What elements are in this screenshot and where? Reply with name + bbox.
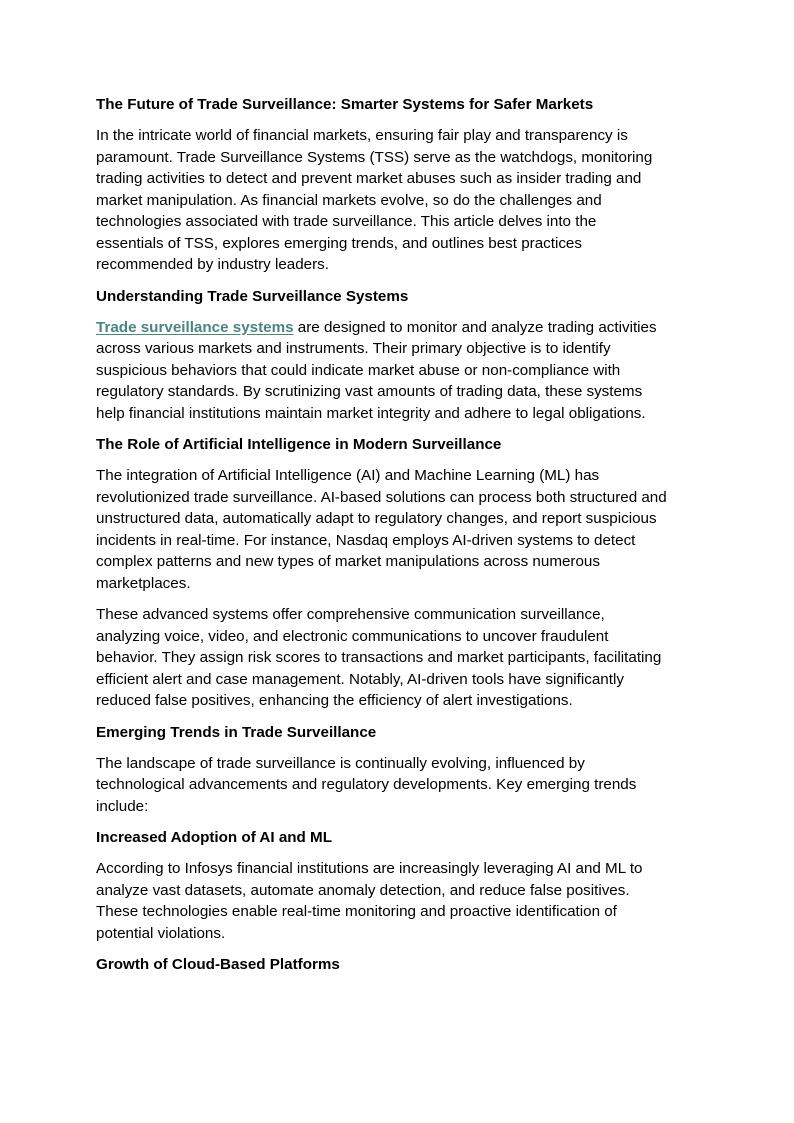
intro-line: In the intricate world of financial markets, ensuring fair play and transparency is bbox=[96, 127, 628, 144]
trade-surveillance-systems-link[interactable]: Trade surveillance systems bbox=[96, 318, 294, 336]
understanding-line: regulatory standards. By scrutinizing vast amounts of trading data, these systems bbox=[96, 383, 643, 400]
ai-role-line: These advanced systems offer comprehensive communication surveillance, bbox=[96, 606, 605, 623]
understanding-paragraph bbox=[96, 317, 706, 425]
article-title: The Future of Trade Surveillance: Smarter Systems for Safer Markets bbox=[96, 96, 594, 113]
ai-role-line: incidents in real-time. For instance, Nasdaq employs AI-driven systems to detect bbox=[96, 531, 636, 549]
ai-role-line: analyzing voice, video, and electronic communications to uncover fraudulent bbox=[96, 627, 609, 645]
ai-role-line: revolutionized trade surveillance. AI-based solutions can process both structured and bbox=[96, 488, 667, 506]
section-heading-cloud-platforms: Growth of Cloud-Based Platforms bbox=[96, 956, 340, 973]
ai-ml-adoption-line: potential violations. bbox=[96, 924, 226, 942]
intro-line: recommended by industry leaders. bbox=[96, 256, 329, 273]
intro-line: essentials of TSS, explores emerging trends, and outlines best practices bbox=[96, 234, 582, 252]
section-heading-ai-role: The Role of Artificial Intelligence in Modern Surveillance bbox=[96, 436, 502, 453]
ai-role-line: reduced false positives, enhancing the efficiency of alert investigations. bbox=[96, 692, 573, 709]
intro-line: paramount. Trade Surveillance Systems (TSS) serve as the watchdogs, monitoring bbox=[96, 148, 653, 166]
ai-role-line: unstructured data, automatically adapt to regulatory changes, and report suspicious bbox=[96, 510, 657, 527]
ai-role-line: efficient alert and case management. Notably, AI-driven tools have significantly bbox=[96, 670, 624, 688]
ai-ml-adoption-line: These technologies enable real-time monitoring and proactive identification of bbox=[96, 903, 617, 920]
understanding-first-line bbox=[96, 317, 706, 339]
intro-line: technologies associated with trade surveillance. This article delves into the bbox=[96, 213, 597, 230]
ai-role-paragraph-2 bbox=[96, 604, 706, 712]
understanding-line: suspicious behaviors that could indicate market abuse or non-compliance with bbox=[96, 361, 621, 379]
ai-role-line: complex patterns and new types of market manipulations across numerous bbox=[96, 553, 600, 570]
section-heading-emerging-trends: Emerging Trends in Trade Surveillance bbox=[96, 723, 377, 741]
understanding-line-rest: are designed to monitor and analyze trading activities bbox=[293, 318, 657, 336]
emerging-trends-line: include: bbox=[96, 797, 149, 815]
ai-role-paragraph-1 bbox=[96, 465, 706, 594]
emerging-trends-paragraph bbox=[96, 753, 706, 818]
section-heading-understanding: Understanding Trade Surveillance Systems bbox=[96, 287, 409, 305]
ai-role-line: marketplaces. bbox=[96, 574, 191, 592]
document-page bbox=[96, 94, 706, 985]
understanding-line: help financial institutions maintain market integrity and adhere to legal obligations. bbox=[96, 404, 646, 422]
intro-line: trading activities to detect and prevent market abuses such as insider trading and bbox=[96, 170, 642, 187]
emerging-trends-line: The landscape of trade surveillance is continually evolving, influenced by bbox=[96, 754, 585, 772]
emerging-trends-line: technological advancements and regulatory developments. Key emerging trends bbox=[96, 776, 637, 793]
ai-ml-adoption-line: analyze vast datasets, automate anomaly detection, and reduce false positives. bbox=[96, 881, 630, 899]
section-heading-ai-ml-adoption: Increased Adoption of AI and ML bbox=[96, 829, 332, 846]
intro-paragraph bbox=[96, 125, 706, 276]
understanding-line: across various markets and instruments. Their primary objective is to identify bbox=[96, 340, 611, 357]
ai-role-line: The integration of Artificial Intelligence (AI) and Machine Learning (ML) has bbox=[96, 467, 600, 484]
ai-ml-adoption-line: According to Infosys financial institutions are increasingly leveraging AI and ML to bbox=[96, 860, 643, 877]
ai-role-line: behavior. They assign risk scores to transactions and market participants, facilitating bbox=[96, 649, 662, 666]
intro-line: market manipulation. As financial markets evolve, so do the challenges and bbox=[96, 191, 602, 209]
ai-ml-adoption-paragraph bbox=[96, 858, 706, 944]
